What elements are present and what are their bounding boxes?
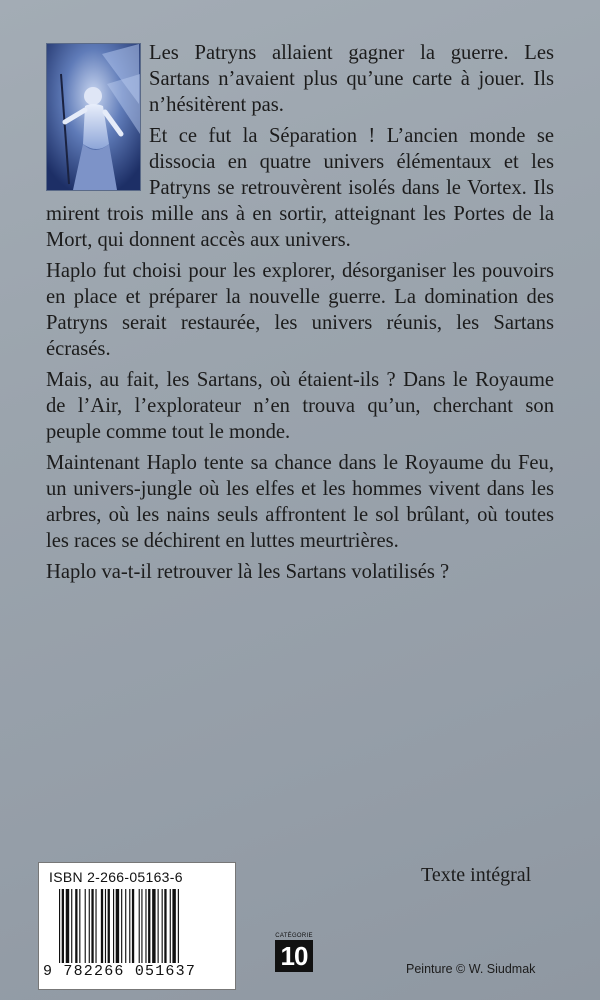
- isbn-text: ISBN 2-266-05163-6: [49, 869, 183, 885]
- category-badge: [275, 933, 313, 972]
- blurb-paragraph-3: Haplo fut choisi pour les explorer, désorganiser les pouvoirs en place et préparer la nouvelle guerre. La domination des Patryns serait restaurée, les univers réunis, les Sartans écrasés.: [46, 260, 554, 360]
- barcode-icon: [59, 889, 219, 963]
- barcode-label: [38, 862, 236, 990]
- blurb-paragraph-4: Mais, au fait, les Sartans, où étaient-ils ? Dans le Royaume de l’Air, l’explorateur n’en trouva qu’un, cherchant son peuple comme tout le monde.: [46, 369, 554, 443]
- category-number: 10: [275, 940, 313, 972]
- texte-integral-label: Texte intégral: [421, 864, 532, 886]
- painting-credit: Peinture © W. Siudmak: [406, 962, 536, 976]
- blurb-paragraph-5: Maintenant Haplo tente sa chance dans le Royaume du Feu, un univers-jungle où les elfes et les hommes vivent dans les arbres, où les nains seuls affrontent le sol brûlant, où toutes les races se déchirent en luttes meurtrières.: [46, 452, 554, 552]
- blurb-paragraph-1: Les Patryns allaient gagner la guerre. Les Sartans n’avaient plus qu’une carte à jouer. Ils n’hésitèrent pas.: [149, 42, 554, 116]
- blurb-text: [46, 40, 554, 590]
- category-label: CATÉGORIE: [275, 933, 313, 939]
- blurb-paragraph-2: Et ce fut la Séparation ! L’ancien monde se dissocia en quatre univers élémentaux et les Patryns se retrouvèrent isolés dans le Vortex. Ils mirent trois mille ans à en sortir, atteignant les Portes de la Mort, qui donnent accès aux univers.: [46, 125, 554, 251]
- ean-digits: 9 782266 051637: [43, 963, 197, 980]
- blurb-paragraph-6: Haplo va-t-il retrouver là les Sartans volatilisés ?: [46, 561, 450, 583]
- illustration-spacer: [46, 40, 149, 190]
